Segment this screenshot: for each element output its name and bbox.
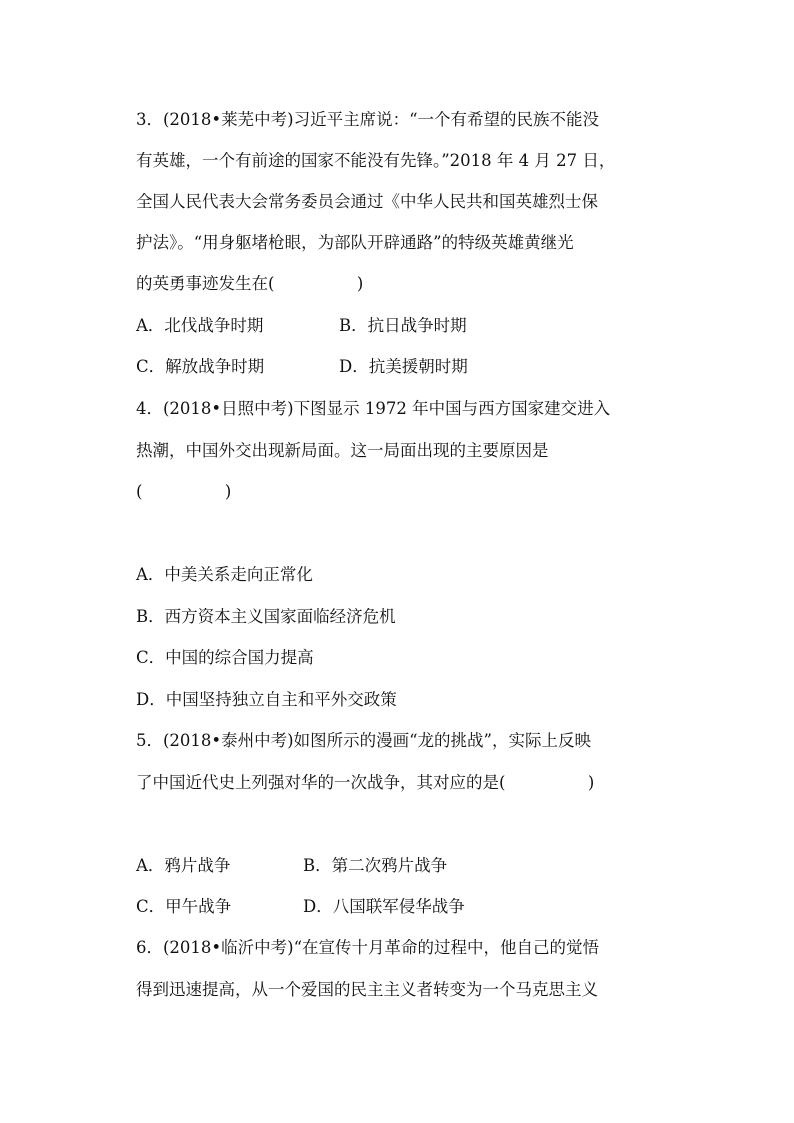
question-3-line-4: 护法》。“用身躯堵枪眼，为部队开辟通路”的特级英雄黄继光 [136, 233, 574, 252]
question-5-line-2: 了中国近代史上列强对华的一次战争，其对应的是( ) [136, 773, 595, 792]
question-6-line-1: 6．(2018•临沂中考)“在宣传十月革命的过程中，他自己的觉悟 [136, 938, 600, 957]
option-b: B．抗日战争时期 [339, 316, 467, 335]
option-d: D．抗美援朝时期 [339, 357, 468, 376]
question-3-line-1: 3．(2018•莱芜中考)习近平主席说：“一个有希望的民族不能没 [136, 110, 600, 129]
question-3-line-2: 有英雄，一个有前途的国家不能没有先锋。”2018 年 4 月 27 日， [136, 151, 616, 170]
option-c: C．解放战争时期 [136, 357, 265, 376]
question-5-line-1: 5．(2018•泰州中考)如图所示的漫画“龙的挑战”，实际上反映 [136, 731, 591, 750]
option-b: B．西方资本主义国家面临经济危机 [136, 607, 396, 626]
question-6-line-2: 得到迅速提高，从一个爱国的民主主义者转变为一个马克思主义 [136, 980, 598, 999]
option-c: C．甲午战争 [136, 897, 232, 916]
option-b: B．第二次鸦片战争 [303, 856, 448, 875]
option-a: A．北伐战争时期 [136, 316, 264, 335]
option-d: D．八国联军侵华战争 [303, 897, 465, 916]
question-4-line-2: 热潮，中国外交出现新局面。这一局面出现的主要原因是 [136, 441, 549, 460]
question-4-line-1: 4．(2018•日照中考)下图显示 1972 年中国与西方国家建交进入 [136, 399, 611, 418]
question-4-line-3: ( ) [136, 482, 232, 501]
option-d: D．中国坚持独立自主和平外交政策 [136, 690, 397, 709]
option-a: A．中美关系走向正常化 [136, 565, 313, 584]
option-a: A．鸦片战争 [136, 856, 231, 875]
option-c: C．中国的综合国力提高 [136, 648, 314, 667]
question-3-line-3: 全国人民代表大会常务委员会通过《中华人民共和国英雄烈士保 [136, 192, 598, 211]
question-3-line-5: 的英勇事迹发生在( ) [136, 274, 364, 293]
